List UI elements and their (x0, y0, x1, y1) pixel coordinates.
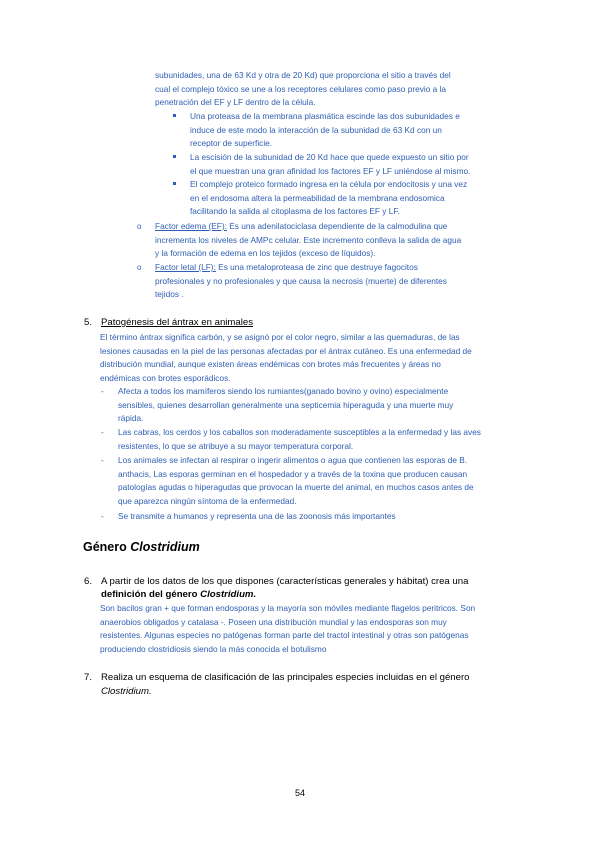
dash-item-line: Los animales se infectan al respirar o ingerir alimentos o agua que contienen las esporas de B. (118, 455, 468, 465)
question-7-line2: Clostridium. (101, 686, 152, 697)
q6-answer-line: produciendo clostridiosis siendo la más conocida el botulismo (100, 643, 327, 654)
factor-desc: Es una metaloproteasa de zinc que destruye fagocitos (215, 262, 418, 272)
question-5-title: Patogénesis del ántrax en animales (101, 317, 253, 328)
circle-bullet-icon: o (137, 263, 142, 272)
question-5-number: 5. (84, 317, 93, 328)
q6-answer-line: Son bacilos gran + que forman endosporas y la mayoría son móviles mediante flagelos peritricos. Son (100, 603, 476, 613)
sub-bullet-line: facilitando la salida al citoplasma de los factores EF y LF. (190, 206, 400, 216)
sub-bullet-line: en el endosoma altera la permeabilidad de la membrana endosomica (190, 192, 445, 203)
q5-answer-line: lesiones causadas en la piel de las personas afectadas por el ántrax cutáneo. Es una enfermedad de (100, 345, 472, 356)
dash-item-line: Afecta a todos los mamíferos siendo los rumiantes(ganado bovino y ovino) especialmente (118, 386, 449, 396)
heading-genus: Clostridium (130, 540, 200, 554)
dash-bullet-icon: - (101, 427, 104, 437)
sub-bullet-line: el que muestran una gran afinidad los factores EF y LF uniéndose al mismo. (190, 165, 471, 176)
square-bullet-icon (173, 114, 176, 117)
q5-answer-line: distribución mundial, aunque existen áreas endémicas con brotes más frecuentes y áreas no (100, 359, 441, 369)
factor-term: Factor letal (LF): (155, 262, 216, 272)
sub-bullet-line: receptor de superficie. (190, 138, 273, 148)
factor-first-line (155, 220, 447, 234)
q6-answer-line: resistentes. Algunas especies no patógenas forman parte del tractol intestinal y otras son patógenas (100, 630, 469, 640)
sub-bullet-line: El complejo proteico formado ingresa en la célula por endocitosis y una vez (190, 179, 468, 189)
question-6-line1: A partir de los datos de los que dispones (características generales y hábitat) crea una (101, 576, 469, 587)
dash-bullet-icon: - (101, 386, 104, 396)
intro-line: penetración del EF y LF dentro de la célula. (155, 97, 316, 107)
dash-item-line: anthacis, Las esporas germinan en el hospedador y a través de la toxina que producen causan (118, 468, 468, 479)
factor-line: incrementa los niveles de AMPc celular. Este incremento conlleva la salida de agua (155, 234, 462, 245)
question-6-line2 (101, 588, 256, 602)
factor-line: y la formación de edema en los tejidos (exceso de líquidos). (155, 248, 376, 258)
question-6-number: 6. (84, 576, 93, 587)
square-bullet-icon (173, 182, 176, 185)
dash-item-line: rápida. (118, 413, 144, 423)
q6-line2-prefix: definición del género (101, 589, 201, 600)
dash-item-line: resistentes, lo que se atribuye a su mayor temperatura corporal. (118, 440, 354, 451)
sub-bullet-line: induce de este modo la interacción de la subunidad de 63 Kd con un (190, 124, 442, 135)
factor-desc: Es una adenilatociclasa dependiente de la calmodulina que (226, 221, 448, 231)
heading-prefix: Género (83, 540, 131, 554)
q6-answer-line: anaerobios obligados y catalasa -. Poseen una distribución mundial y las endosporas son muy (100, 616, 447, 627)
dash-bullet-icon: - (101, 511, 104, 521)
dash-item-line: patologías agudas o hiperagudas que provocan la muerte del animal, en muchos casos antes de (118, 482, 474, 492)
question-7-number: 7. (84, 672, 93, 683)
q5-answer-line: endémicas con brotes esporádicos. (100, 372, 231, 383)
factor-line: profesionales y no profesionales y que causa la necrosis (muerte) de diferentes (155, 275, 447, 286)
factor-first-line (155, 261, 418, 275)
intro-line: cual el complejo tóxico se une a los receptores celulares como paso previo a la (155, 83, 447, 94)
sub-bullet-line: Una proteasa de la membrana plasmática escinde las dos subunidades e (190, 111, 460, 121)
sub-bullet-line: La escisión de la subunidad de 20 Kd hace que quede expuesto un sitio por (190, 152, 469, 162)
dash-item-line: sensibles, quienes desarrollan generalmente una septicemia hiperaguda y una muerte muy (118, 399, 454, 410)
dash-item-line: Se transmite a humanos y representa una de las zoonosis más importantes (118, 511, 396, 521)
intro-line: subunidades, una de 63 Kd y otra de 20 Kd) que proporciona el sitio a través del (155, 70, 451, 80)
section-heading (83, 540, 200, 554)
q6-genus: Clostridium. (200, 589, 257, 600)
q5-answer-line: El término ántrax significa carbón, y se asignó por el color negro, similar a las quemaduras, de las (100, 332, 460, 342)
dash-item-line: Las cabras, los cerdos y los caballos son moderadamente susceptibles a la enfermedad y las aves (118, 427, 481, 437)
page-number: 54 (294, 788, 305, 798)
factor-term: Factor edema (EF): (155, 221, 227, 231)
question-7-line1: Realiza un esquema de clasificación de las principales especies incluidas en el género (101, 672, 470, 683)
square-bullet-icon (173, 155, 176, 158)
dash-bullet-icon: - (101, 455, 104, 465)
circle-bullet-icon: o (137, 222, 142, 231)
dash-item-line: que aparezca ningún síntoma de la enfermedad. (118, 495, 297, 506)
factor-line: tejidos . (155, 289, 184, 299)
